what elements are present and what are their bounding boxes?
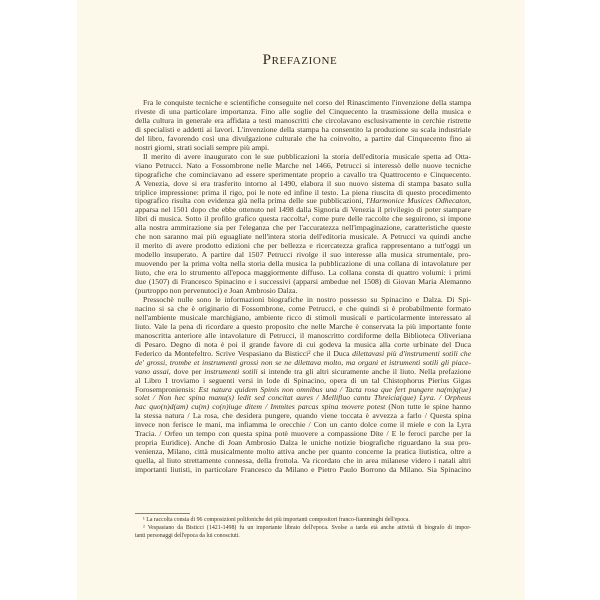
text-run: nostri giorni, strati sociali sempre più ampi. <box>135 142 270 152</box>
text-run: invece non ferisce le mani, ma infiamma le orecchie / Con un canto dolce come il miele e con la Lyra <box>135 420 471 430</box>
footnote-line <box>135 532 471 540</box>
text-run: modello insuperato. A partire dal 1507 Petrucci rivolge il suo interesse alla musica strumentale, pro- <box>135 250 471 260</box>
text-run: importanti liutisti, in particolare Francesco da Milano e Pietro Paulo Borrono da Milano. Sia Spinacino <box>135 465 471 475</box>
text-run: al Libro I troviamo i seguenti versi in lode di Spinacino, opera di un tal Chistophorus Pierius Gigas <box>135 375 471 385</box>
text-run: viano Petrucci. Nato a Fossombrone nelle Marche nel 1466, Petrucci si interessò delle nuove tecniche <box>135 160 471 170</box>
italic-text-run: Harmonice Musices Odhecaton <box>369 196 470 206</box>
text-run: tipografiche che cominciavano ad essere sperimentate proprio a cavallo tra Quattrocento e Cinquecento. <box>135 169 471 179</box>
text-run: Tracia. / Orfeo un tempo con questa spina potè muovere a compassione Dite / E le feroci parche per la <box>135 429 471 439</box>
italic-text-run: de' grossi, trombe et instrumenti grossi non se ne dilettava molto, ma organi et istrumenti sotili gli piace- <box>135 357 471 367</box>
text-run: nacino si sa che è originario di Fossombrone, come Petrucci, e che quindi si è probabilmente formato <box>135 303 471 313</box>
body-text <box>135 99 471 475</box>
paragraph-line <box>135 197 471 206</box>
text-run: due (1507) di Francesco Spinacino e i successivi (apparsi ambedue nel 1508) di Giovan Maria Alemanno <box>135 277 471 287</box>
text-run: il merito di avere prodotto edizioni che per bellezza e ricercatezza grafica rappresentano a tutt'oggi un <box>135 241 471 251</box>
text-run: che non saranno mai più eguagliate nell'intera storia dell'editoria musicale. A Petrucci va quindi anche <box>135 232 471 242</box>
text-run: riveste di una particolare importanza. Fino alle soglie del Cinquecento la trasmissione della musica e <box>135 106 471 116</box>
text-run: muovendo per la prima volta nella storia della musica la pubblicazione di una collana di intavolature per <box>135 259 471 269</box>
text-run: apparsa nel 1501 dopo che ebbe ottenuto nel 1498 dalla Signoria di Venezia il privilegio di poter stampare <box>135 205 471 215</box>
footnotes <box>135 516 471 540</box>
page-title: Prefazione <box>262 52 338 68</box>
text-run: del libro, favorendo così una divulgazione culturale che ha coinvolto, a partire dal Cinquecento fino ai <box>135 133 471 143</box>
italic-text-run: solet / Non hec spina manu(s) ledit sed concitat aures / Mellifluo cantu Threicia(que) Lyra. / Orpheus <box>135 393 471 403</box>
text-run: la stessa natura / La rosa, che desidera pungere, quando viene toccata è avvezza a farlo / Questa spina <box>135 411 471 421</box>
text-run: (purtroppo non pervenutoci) e Joan Ambrosio Dalza. <box>135 286 298 296</box>
text-run: Fra le conquiste tecniche e scientifiche conseguite nel corso del Rinascimento l'invenzione della stampa <box>143 98 471 107</box>
footnote-line <box>135 524 471 532</box>
text-run: A Venezia, dove si era trasferito intorno al 1490, elabora il suo nuovo sistema di stampa basato sulla <box>135 178 471 188</box>
paragraph-line <box>135 368 471 377</box>
italic-text-run: Est natura quidem Spinis non omnibus una / Tacta rosa que fert pungere na(m)q(ue) <box>198 384 471 394</box>
text-run: libri di musica. Sotto il profilo grafico questa raccolta¹, come pure delle raccolte che seguirono, si impone <box>135 214 471 224</box>
text-run: Federico da Montefeltro. Scrive Vespasiano da Bisticci² che il Duca <box>135 348 353 358</box>
text-run: ² Vespasiano da Bisticci (1421-1498) fu un importante libraio dell'epoca. Svolse a tarda età anche attività di biografo di impor- <box>143 525 471 531</box>
text-run: triplice impressione: prima il rigo, poi le note ed infine il testo. La piena riuscita di questo procedimento <box>135 187 471 197</box>
text-run: di specialisti e addetti ai lavori. L'invenzione della stampa ha consentito la produzione su scala industriale <box>135 124 471 134</box>
text-run: nell'ambiente musicale marchigiano, ambiente ricco di stimoli musicali e particolarmente interessato al <box>135 312 471 322</box>
text-run: quella, al liuto strettamente connessa, della frottola. Va ricordato che in area milanese videro i natali altri <box>135 456 471 466</box>
text-run: Il merito di avere inaugurato con le sue pubblicazioni la storia dell'editoria musicale spetta ad Otta- <box>143 151 471 161</box>
text-run: venienza, Milano, città musicalmente molto attiva anche per quanto concerne la pratica liutistica, oltre a <box>135 447 471 457</box>
footnote-line <box>135 516 471 524</box>
text-run: liuto. Vale la pena di ricordare a questo proposito che nelle Marche è conservata la più importante fonte <box>135 321 471 331</box>
text-run: alla nostra ammirazione sia per l'eleganza che per l'accuratezza nell'impaginazione, caratteristiche queste <box>135 223 471 233</box>
text-run: si intende tra gli altri sicuramente anche il liuto. Nella prefazione <box>257 366 472 376</box>
italic-text-run: hac quo(n)d(am) cu(m) co(n)iuge ditem / Immites parcas spina movere potest <box>135 402 386 412</box>
italic-text-run: vano assai, <box>135 366 171 376</box>
text-run: Pressochè nulle sono le informazioni biografiche in nostro possesso su Spinacino e Dalza. Di Spi- <box>143 294 471 304</box>
footnote-divider <box>135 513 190 514</box>
text-run: di Pesaro. Degno di nota è poi il grande favore di cui godeva la musica alla corte urbinate del Duca <box>135 339 471 349</box>
text-run: , <box>469 196 471 206</box>
paragraph-line <box>135 466 471 475</box>
text-run: Forosemproniensis: <box>135 384 199 394</box>
text-run: dove per <box>170 366 205 376</box>
text-run: liuto, che era lo strumento all'epoca maggiormente diffuso. La collana consta di quattro volumi: i primi <box>135 268 471 278</box>
italic-text-run: dilettavasi più d'instrumenti sotili che <box>352 348 471 358</box>
text-run: ¹ La raccolta consta di 96 composizioni polifoniche dei più importanti compositori franco-fiamminghi dell'epoca. <box>143 517 410 523</box>
text-run: (Non tutte le spine hanno <box>385 402 471 412</box>
text-run: manoscritta anteriore alle intavolature di Petrucci, il manoscritto cordiforme della Biblioteca Oliveriana <box>135 330 471 340</box>
italic-text-run: instrumenti sotili <box>204 366 258 376</box>
text-run: tanti personaggi dell'epoca da lui conosciuti. <box>135 533 240 539</box>
text-run: tipografico risulta con evidenza già nella prima delle sue pubblicazioni, l' <box>135 196 370 206</box>
text-run: propria Euridice). Anche di Joan Ambrosio Dalza le uniche notizie biografiche riguardano la sua pro- <box>135 438 471 448</box>
text-run: della cultura in generale era affidata a testi manoscritti che circolavano esclusivamente in cerchie ristrette <box>135 115 471 125</box>
